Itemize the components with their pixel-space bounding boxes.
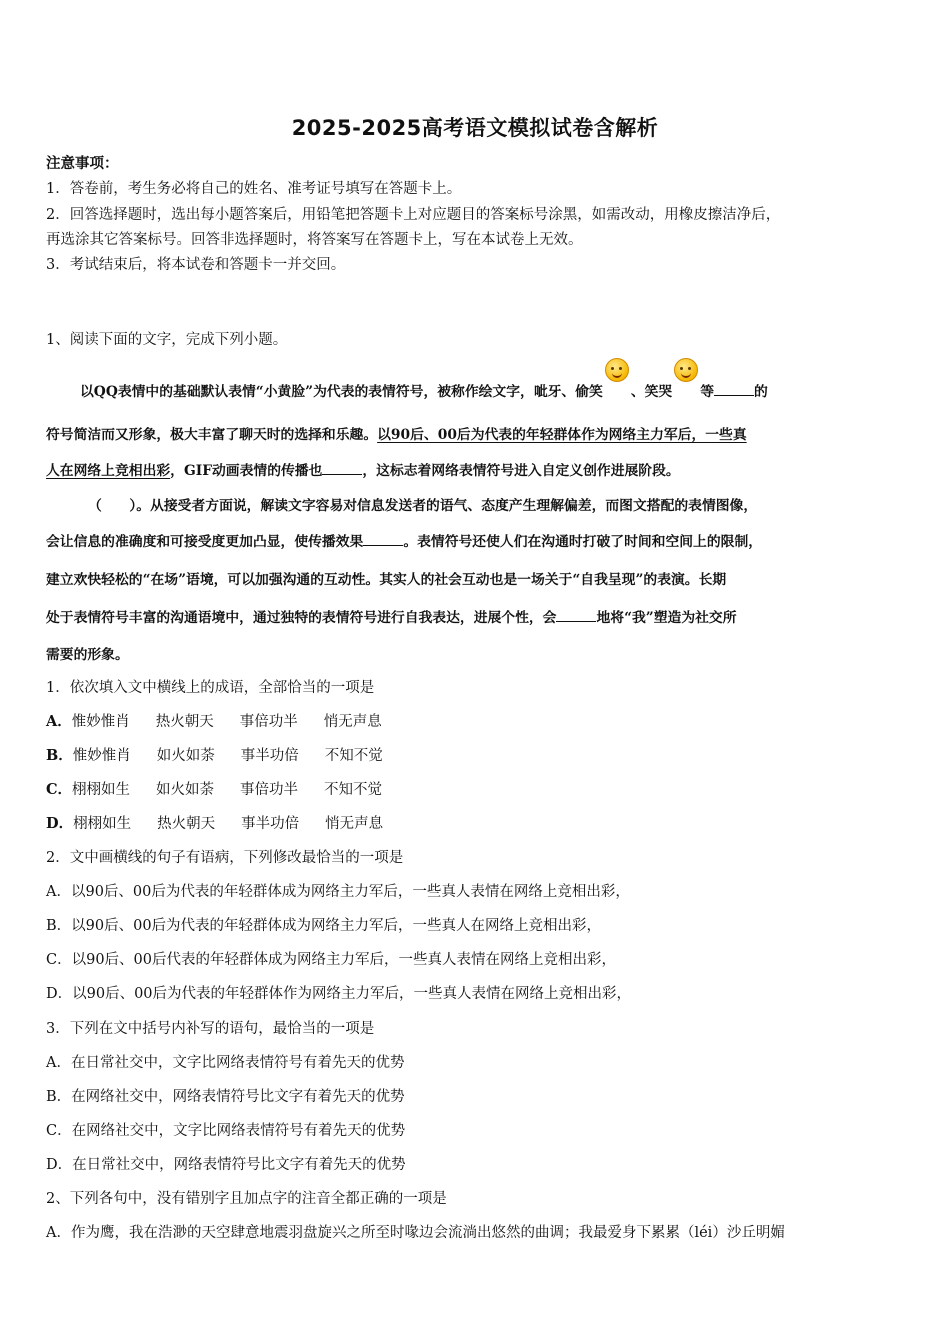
passage-text: ，GIF动画表情的传播也	[170, 463, 323, 479]
subquestion-stem: 1．依次填入文中横线上的成语，全部恰当的一项是	[46, 680, 375, 696]
passage-text: 等	[700, 384, 714, 400]
notice-heading: 注意事项：	[46, 155, 119, 172]
choice-option: C．以90后、00后代表的年轻群体成为网络主力军后，一些真人表情在网络上竞相出彩，	[46, 952, 616, 968]
passage-text: 。表情符号还使人们在沟通时打破了时间和空间上的限制，	[403, 534, 763, 550]
option-word: 不知不觉	[324, 748, 383, 764]
smirk-emoji-icon	[605, 358, 629, 382]
passage-text: 以QQ表情中的基础默认表情“小黄脸”为代表的表情符号，被称作绘文字，呲牙、偷笑	[80, 384, 603, 400]
page-title: 2025-2025高考语文模拟试卷含解析	[291, 116, 659, 140]
choice-option: C．在网络社交中，文字比网络表情符号有着先天的优势	[46, 1123, 406, 1139]
question-1-intro: 1、阅读下面的文字，完成下列小题。	[46, 332, 288, 348]
choice-option: D．以90后、00后为代表的年轻群体作为网络主力军后，一些真人表情在网络上竞相出彩，	[46, 986, 632, 1002]
choice-option	[46, 778, 906, 799]
option-word: 热火朝天	[155, 714, 214, 730]
choice-option: A．作为鹰，我在浩渺的天空肆意地震羽盘旋兴之所至时喙边会流淌出悠然的曲调；我最爱身下累累（léi）沙丘明媚	[46, 1225, 785, 1241]
choice-option: A．在日常社交中，文字比网络表情符号有着先天的优势	[46, 1055, 405, 1071]
choice-option: A．以90后、00后为代表的年轻群体成为网络主力军后，一些真人表情在网络上竞相出彩，	[46, 884, 630, 900]
passage-text: 会让信息的准确度和可接受度更加凸显，使传播效果	[46, 534, 364, 550]
notice-item: 再选涂其它答案标号。回答非选择题时，将答案写在答题卡上，写在本试卷上无效。	[46, 232, 583, 248]
choice-option	[46, 744, 906, 765]
passage-line: （ ）。从接受者方面说，解读文字容易对信息发送者的语气、态度产生理解偏差，而图文搭配的表情图像，	[88, 498, 758, 514]
subquestion-stem: 3．下列在文中括号内补写的语句，最恰当的一项是	[46, 1021, 375, 1037]
underlined-sentence: 人在网络上竞相出彩	[46, 463, 171, 479]
subquestion-stem: 2．文中画横线的句子有语病，下列修改最恰当的一项是	[46, 850, 404, 866]
passage-line	[46, 530, 906, 550]
option-word: 事半功倍	[240, 748, 299, 764]
option-word: 悄无声息	[323, 714, 382, 730]
option-word: 热火朝天	[157, 816, 216, 832]
option-word: 栩栩如生	[73, 816, 132, 832]
option-label: B．	[46, 747, 73, 764]
passage-text: 地将“我”塑造为社交所	[596, 610, 737, 626]
choice-option: B．以90后、00后为代表的年轻群体成为网络主力军后，一些真人在网络上竞相出彩，	[46, 918, 602, 934]
choice-option	[46, 812, 906, 833]
option-word: 栩栩如生	[72, 782, 131, 798]
passage-line: 需要的形象。	[46, 647, 129, 663]
question-2-stem: 2、下列各句中，没有错别字且加点字的注音全都正确的一项是	[46, 1191, 447, 1207]
option-word: 事倍功半	[240, 782, 299, 798]
option-word: 惟妙惟肖	[71, 714, 130, 730]
option-word: 悄无声息	[325, 816, 384, 832]
passage-line	[46, 606, 906, 626]
option-label: C．	[46, 781, 73, 798]
notice-item: 3．考试结束后，将本试卷和答题卡一并交回。	[46, 257, 346, 273]
option-label: A．	[46, 713, 72, 730]
passage-text: 符号简洁而又形象，极大丰富了聊天时的选择和乐趣。	[46, 427, 378, 443]
passage-line	[46, 423, 906, 443]
laugh-cry-emoji-icon	[674, 358, 698, 382]
notice-item: 2．回答选择题时，选出每小题答案后，用铅笔把答题卡上对应题目的答案标号涂黑，如需改动，用橡皮擦洁净后，	[46, 207, 781, 223]
option-word: 不知不觉	[324, 782, 383, 798]
passage-line	[46, 459, 906, 479]
passage-text: 的	[754, 384, 768, 400]
option-word: 事半功倍	[241, 816, 300, 832]
option-word: 事倍功半	[239, 714, 298, 730]
choice-option: D．在日常社交中，网络表情符号比文字有着先天的优势	[46, 1157, 406, 1173]
passage-line	[80, 372, 906, 400]
fill-blank	[714, 383, 754, 396]
passage-text: 、笑哭	[630, 384, 673, 400]
notice-item: 1．答卷前，考生务必将自己的姓名、准考证号填写在答题卡上。	[46, 181, 462, 197]
fill-blank	[363, 533, 403, 546]
option-word: 如火如荼	[156, 782, 215, 798]
fill-blank	[556, 609, 596, 622]
choice-option: B．在网络社交中，网络表情符号比文字有着先天的优势	[46, 1089, 405, 1105]
option-word: 惟妙惟肖	[72, 748, 131, 764]
passage-text: 处于表情符号丰富的沟通语境中，通过独特的表情符号进行自我表达，进展个性，会	[46, 610, 557, 626]
fill-blank	[322, 462, 362, 475]
option-word: 如火如荼	[156, 748, 215, 764]
passage-text: ，这标志着网络表情符号进入自定义创作进展阶段。	[362, 463, 680, 479]
underlined-sentence: 以90后、00后为代表的年轻群体作为网络主力军后，一些真	[377, 427, 747, 443]
choice-option	[46, 710, 906, 731]
passage-line: 建立欢快轻松的“在场”语境，可以加强沟通的互动性。其实人的社会互动也是一场关于“自我呈现”的表演。长期	[46, 572, 727, 588]
option-label: D．	[46, 815, 74, 832]
